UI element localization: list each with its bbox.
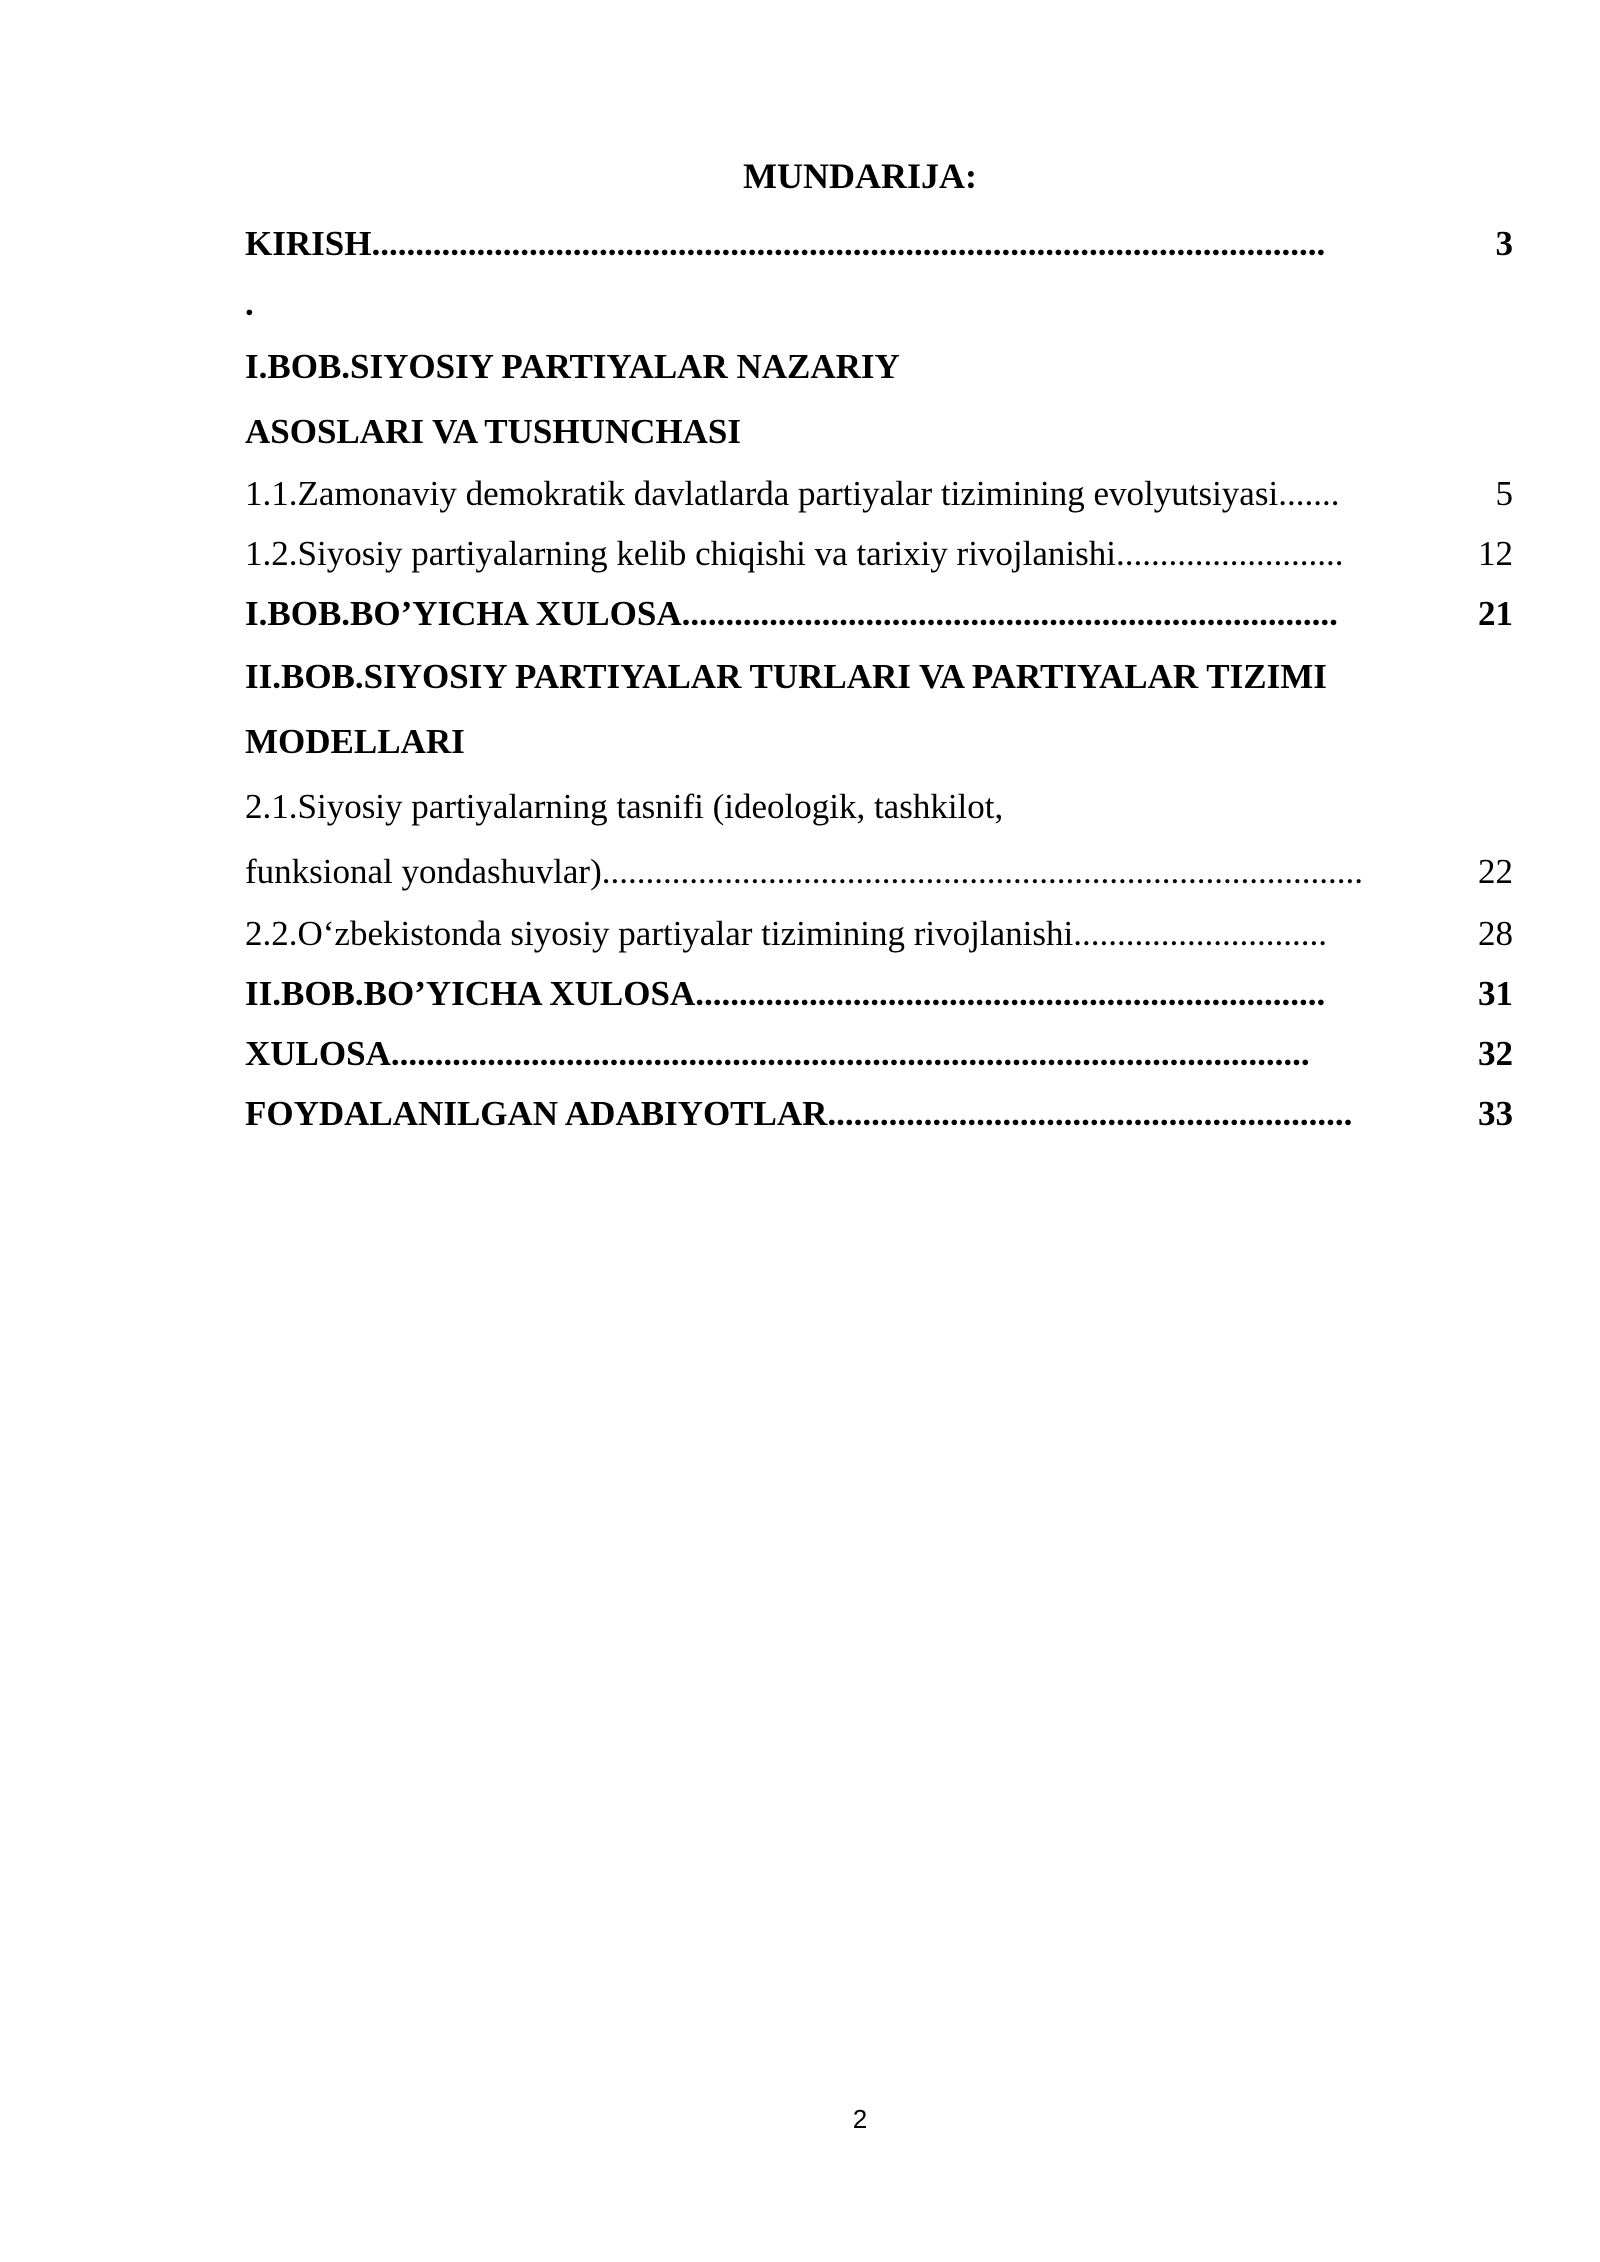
toc-chapter-1-summary[interactable] xyxy=(245,584,1513,644)
table-of-contents xyxy=(245,214,1513,1144)
toc-chapter-2-heading[interactable] xyxy=(245,644,1513,709)
toc-entry-text: II.BOB.BO’YICHA XULOSA........................................................................ xyxy=(245,974,1326,1013)
toc-entry-text: XULOSA......................................................................................................... xyxy=(245,1034,1310,1073)
toc-entry-text: I.BOB.BO’YICHA XULOSA........................................................................... xyxy=(245,594,1338,633)
toc-page-number: 28 xyxy=(1478,914,1513,953)
toc-page-number: 33 xyxy=(1478,1094,1513,1133)
toc-entry-text: II.BOB.SIYOSIY PARTIYALAR TURLARI VA PARTIYALAR TIZIMI xyxy=(245,657,1327,696)
toc-chapter-2-heading-cont[interactable] xyxy=(245,709,1513,774)
toc-entry-text: 2.1.Siyosiy partiyalarning tasnifi (ideologik, tashkilot, xyxy=(245,787,1004,826)
toc-entry-text: . xyxy=(245,284,254,323)
toc-page-number: 21 xyxy=(1478,594,1513,633)
toc-entry-dot xyxy=(245,274,1513,334)
toc-entry-text: FOYDALANILGAN ADABIYOTLAR............................................................ xyxy=(245,1094,1353,1133)
toc-entry-text: KIRISH............................................................................................................. xyxy=(245,224,1326,263)
toc-section-2-1[interactable] xyxy=(245,774,1513,839)
toc-section-1-2[interactable] xyxy=(245,524,1513,584)
toc-references[interactable] xyxy=(245,1084,1513,1144)
toc-page-number: 31 xyxy=(1478,974,1513,1013)
toc-section-1-1[interactable] xyxy=(245,464,1513,524)
toc-section-2-2[interactable] xyxy=(245,904,1513,964)
page-number: 2 xyxy=(852,2104,868,2134)
toc-entry-kirish[interactable] xyxy=(245,214,1513,274)
toc-conclusion[interactable] xyxy=(245,1024,1513,1084)
toc-entry-text: funksional yondashuvlar)....................................................................................... xyxy=(245,852,1363,891)
toc-page-number: 5 xyxy=(1495,474,1513,513)
toc-entry-text: 2.2.O‘zbekistonda siyosiy partiyalar tizimining rivojlanishi............................. xyxy=(245,914,1327,953)
toc-entry-text: ASOSLARI VA TUSHUNCHASI xyxy=(245,412,742,451)
toc-page-number: 22 xyxy=(1478,852,1513,891)
toc-chapter-2-summary[interactable] xyxy=(245,964,1513,1024)
toc-section-2-1-cont[interactable] xyxy=(245,839,1513,904)
toc-chapter-1-heading-cont[interactable] xyxy=(245,399,1513,464)
toc-page-number: 32 xyxy=(1478,1034,1513,1073)
toc-page-number: 12 xyxy=(1478,534,1513,573)
toc-entry-text: MODELLARI xyxy=(245,722,465,761)
toc-chapter-1-heading[interactable] xyxy=(245,334,1513,399)
toc-title: MUNDARIJA: xyxy=(743,156,977,196)
toc-page-number: 3 xyxy=(1495,224,1513,263)
toc-entry-text: 1.1.Zamonaviy demokratik davlatlarda partiyalar tizimining evolyutsiyasi....... xyxy=(245,474,1340,513)
toc-entry-text: I.BOB.SIYOSIY PARTIYALAR NAZARIY xyxy=(245,347,900,386)
toc-entry-text: 1.2.Siyosiy partiyalarning kelib chiqishi va tarixiy rivojlanishi.......................... xyxy=(245,534,1344,573)
